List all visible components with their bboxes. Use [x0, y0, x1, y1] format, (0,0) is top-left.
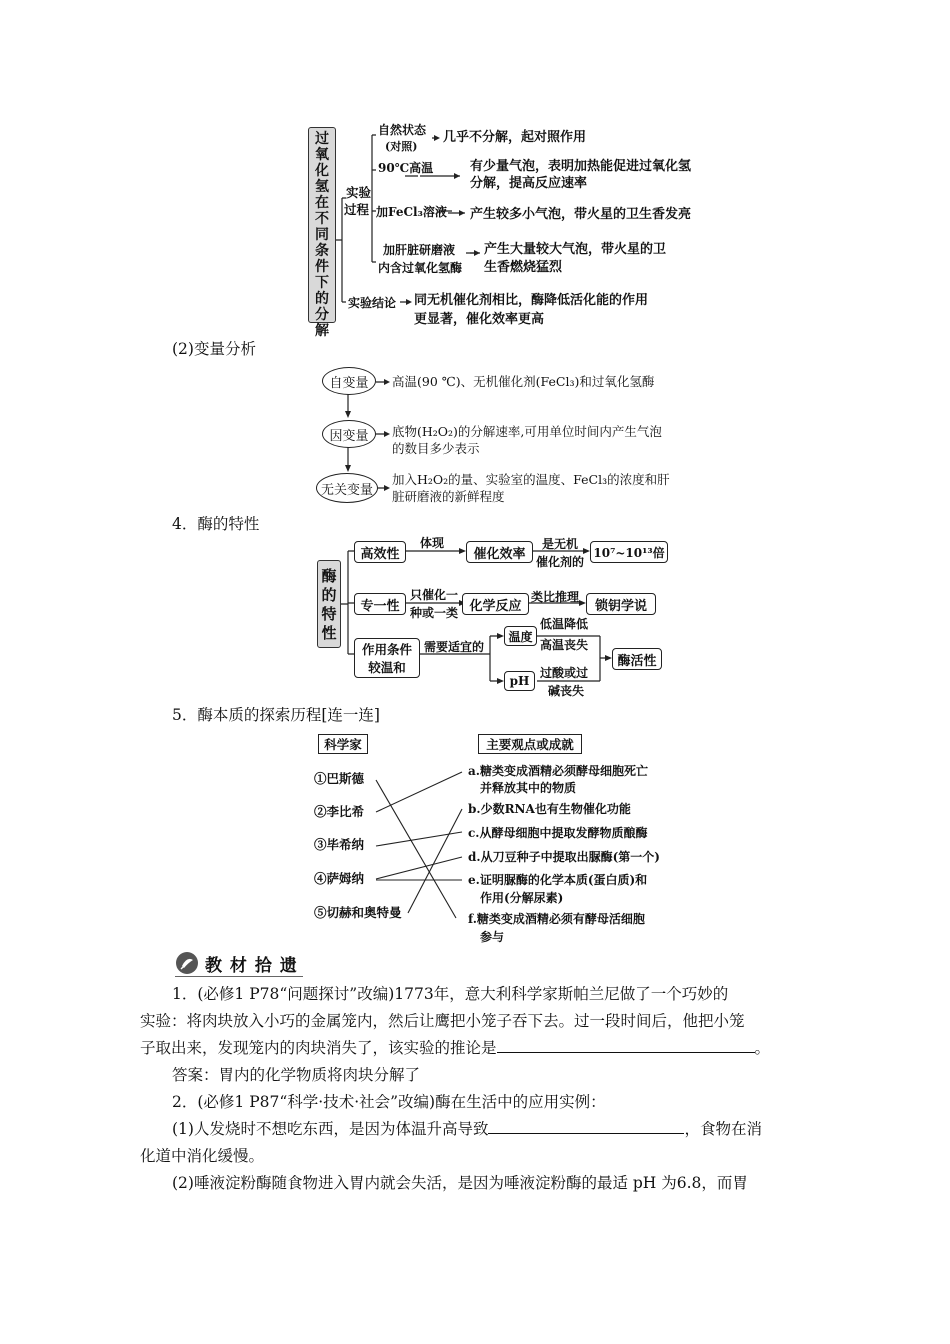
- conclusion-2: 更显著，催化效率更高: [414, 312, 545, 327]
- high-efficiency-box: 高效性: [354, 541, 406, 563]
- high-efficiency-arrow-label: 体现: [420, 536, 445, 550]
- result-high-temp-1: 有少量气泡，表明加热能促进过氧化氢: [470, 159, 692, 174]
- achievement-header: 主要观点或成就: [478, 734, 582, 754]
- irrelevant-variable-text-2: 脏研磨液的新鲜程度: [392, 489, 505, 504]
- scientist-header: 科学家: [318, 734, 368, 754]
- condition-high-temp: 90℃高温: [378, 161, 434, 175]
- match-line-5-b: [408, 809, 462, 913]
- inorganic-catalyst-label-1: 是无机: [542, 537, 579, 551]
- supplement-title: 教 材 拾 遗: [205, 955, 298, 976]
- section-enzyme-history: 5．酶本质的探索历程[连一连]: [172, 706, 380, 724]
- question-2-2: (2)唾液淀粉酶随食物进入胃内就会失活，是因为唾液淀粉酶的最适 pH 为6.8，而胃: [172, 1174, 748, 1192]
- condition-natural: 自然状态: [378, 123, 427, 137]
- scientist-3: ③毕希纳: [314, 837, 365, 852]
- answer-blank-1[interactable]: [497, 1035, 755, 1053]
- suitable-label: 需要适宜的: [424, 640, 485, 654]
- question-1-line-3: 子取出来，发现笼内的肉块消失了，该实验的推论是 。: [140, 1035, 812, 1062]
- conclusion-1: 同无机催化剂相比，酶降低活化能的作用: [414, 293, 649, 308]
- result-liver-1: 产生大量较大气泡，带火星的卫: [484, 242, 667, 257]
- independent-variable-node: 自变量: [322, 367, 376, 395]
- achievement-a-1: a.糖类变成酒精必须酵母细胞死亡: [468, 764, 648, 778]
- temperature-label-2: 高温丧失: [540, 638, 589, 652]
- irrelevant-variable-node: 无关变量: [316, 473, 378, 503]
- lock-key-box: 锁钥学说: [586, 593, 656, 615]
- book-leaf-icon: [175, 951, 199, 975]
- efficiency-ratio-box: 10⁷~10¹³倍: [590, 541, 668, 563]
- enzyme-activity-box: 酶活性: [612, 648, 662, 670]
- match-line-2-a: [376, 772, 462, 812]
- process-label-1: 实验: [346, 185, 372, 200]
- question-1-line-2: 实验：将肉块放入小巧的金属笼内，然后让鹰把小笼子吞下去。过一段时间后，他把小笼: [140, 1012, 745, 1030]
- achievement-a-2: 并释放其中的物质: [480, 781, 577, 795]
- achievement-f-1: f.糖类变成酒精必须有酵母活细胞: [468, 912, 645, 926]
- achievement-d: d.从刀豆种子中提取出脲酶(第一个): [468, 850, 660, 864]
- process-label-2: 过程: [344, 202, 370, 217]
- answer-blank-2[interactable]: [488, 1116, 684, 1134]
- diagram1-title-box: 过 氧 化 氢 在 不 同 条 件 下 的 分 解: [308, 127, 336, 323]
- dependent-variable-text-2: 的数目多少表示: [392, 441, 480, 456]
- inorganic-catalyst-label-2: 催化剂的: [536, 555, 585, 569]
- condition-fecl3: 加FeCl₃溶液: [376, 205, 447, 219]
- conclusion-label: 实验结论: [348, 296, 397, 310]
- enzyme-properties-root: 酶 的 特 性: [317, 560, 341, 648]
- temperature-label-1: 低温降低: [540, 617, 589, 631]
- section-enzyme-properties: 4．酶的特性: [172, 515, 260, 533]
- temperature-box: 温度: [504, 626, 537, 646]
- match-line-4-d: [376, 857, 462, 879]
- scientist-2: ②李比希: [314, 804, 365, 819]
- specificity-box: 专一性: [354, 593, 406, 615]
- supplement-title-underline: [175, 976, 303, 977]
- question-2: 2．(必修1 P87“科学·技术·社会”改编)酶在生活中的应用实例：: [172, 1093, 606, 1111]
- section-variable-analysis: (2)变量分析: [172, 340, 256, 358]
- catalytic-efficiency-box: 催化效率: [466, 541, 533, 563]
- analogy-label: 类比推理: [531, 590, 580, 604]
- specificity-arrow-label-1: 只催化一: [410, 588, 459, 602]
- scientist-5: ⑤切赫和奥特曼: [314, 905, 402, 920]
- achievement-b: b.少数RNA也有生物催化功能: [468, 802, 631, 816]
- supplement-body: [140, 981, 812, 1197]
- achievement-e-1: e.证明脲酶的化学本质(蛋白质)和: [468, 873, 648, 887]
- result-fecl3: 产生较多小气泡，带火星的卫生香发亮: [470, 207, 692, 222]
- irrelevant-variable-text-1: 加入H₂O₂的量、实验室的温度、FeCl₃的浓度和肝: [392, 472, 670, 487]
- result-liver-2: 生香燃烧猛烈: [484, 260, 563, 275]
- question-2-1-line-1: (1)人发烧时不想吃东西，是因为体温升高导致 ，食物在消: [140, 1116, 812, 1143]
- achievement-e-2: 作用(分解尿素): [480, 891, 564, 905]
- condition-liver-sub: 内含过氧化氢酶: [378, 261, 463, 275]
- chemical-reaction-box: 化学反应: [462, 593, 529, 615]
- result-high-temp-2: 分解，提高反应速率: [470, 176, 588, 191]
- dependent-variable-node: 因变量: [322, 420, 376, 448]
- condition-natural-sub: (对照): [385, 140, 418, 153]
- specificity-arrow-label-2: 种或一类: [410, 606, 459, 620]
- supplement-heading: [175, 950, 298, 976]
- ph-box: pH: [504, 671, 535, 691]
- achievement-c: c.从酵母细胞中提取发酵物质酿酶: [468, 826, 648, 840]
- condition-liver: 加肝脏研磨液: [383, 243, 456, 257]
- question-1-line-1: 1．(必修1 P78“问题探讨”改编)1773年，意大利科学家斯帕兰尼做了一个巧妙的: [172, 985, 729, 1003]
- mild-conditions-box: 作用条件 较温和: [354, 638, 420, 678]
- scientist-1: ①巴斯德: [314, 771, 365, 786]
- result-natural: 几乎不分解，起对照作用: [443, 130, 587, 145]
- dependent-variable-text-1: 底物(H₂O₂)的分解速率,可用单位时间内产生气泡: [392, 424, 662, 439]
- answer-1: 答案：胃内的化学物质将肉块分解了: [172, 1066, 421, 1084]
- achievement-f-2: 参与: [480, 930, 505, 944]
- ph-label-2: 碱丧失: [548, 684, 585, 698]
- ph-label-1: 过酸或过: [540, 666, 589, 680]
- independent-variable-text: 高温(90 ℃)、无机催化剂(FeCl₃)和过氧化氢酶: [392, 374, 655, 389]
- scientist-4: ④萨姆纳: [314, 871, 365, 886]
- question-2-1-line-2: 化道中消化缓慢。: [140, 1147, 265, 1165]
